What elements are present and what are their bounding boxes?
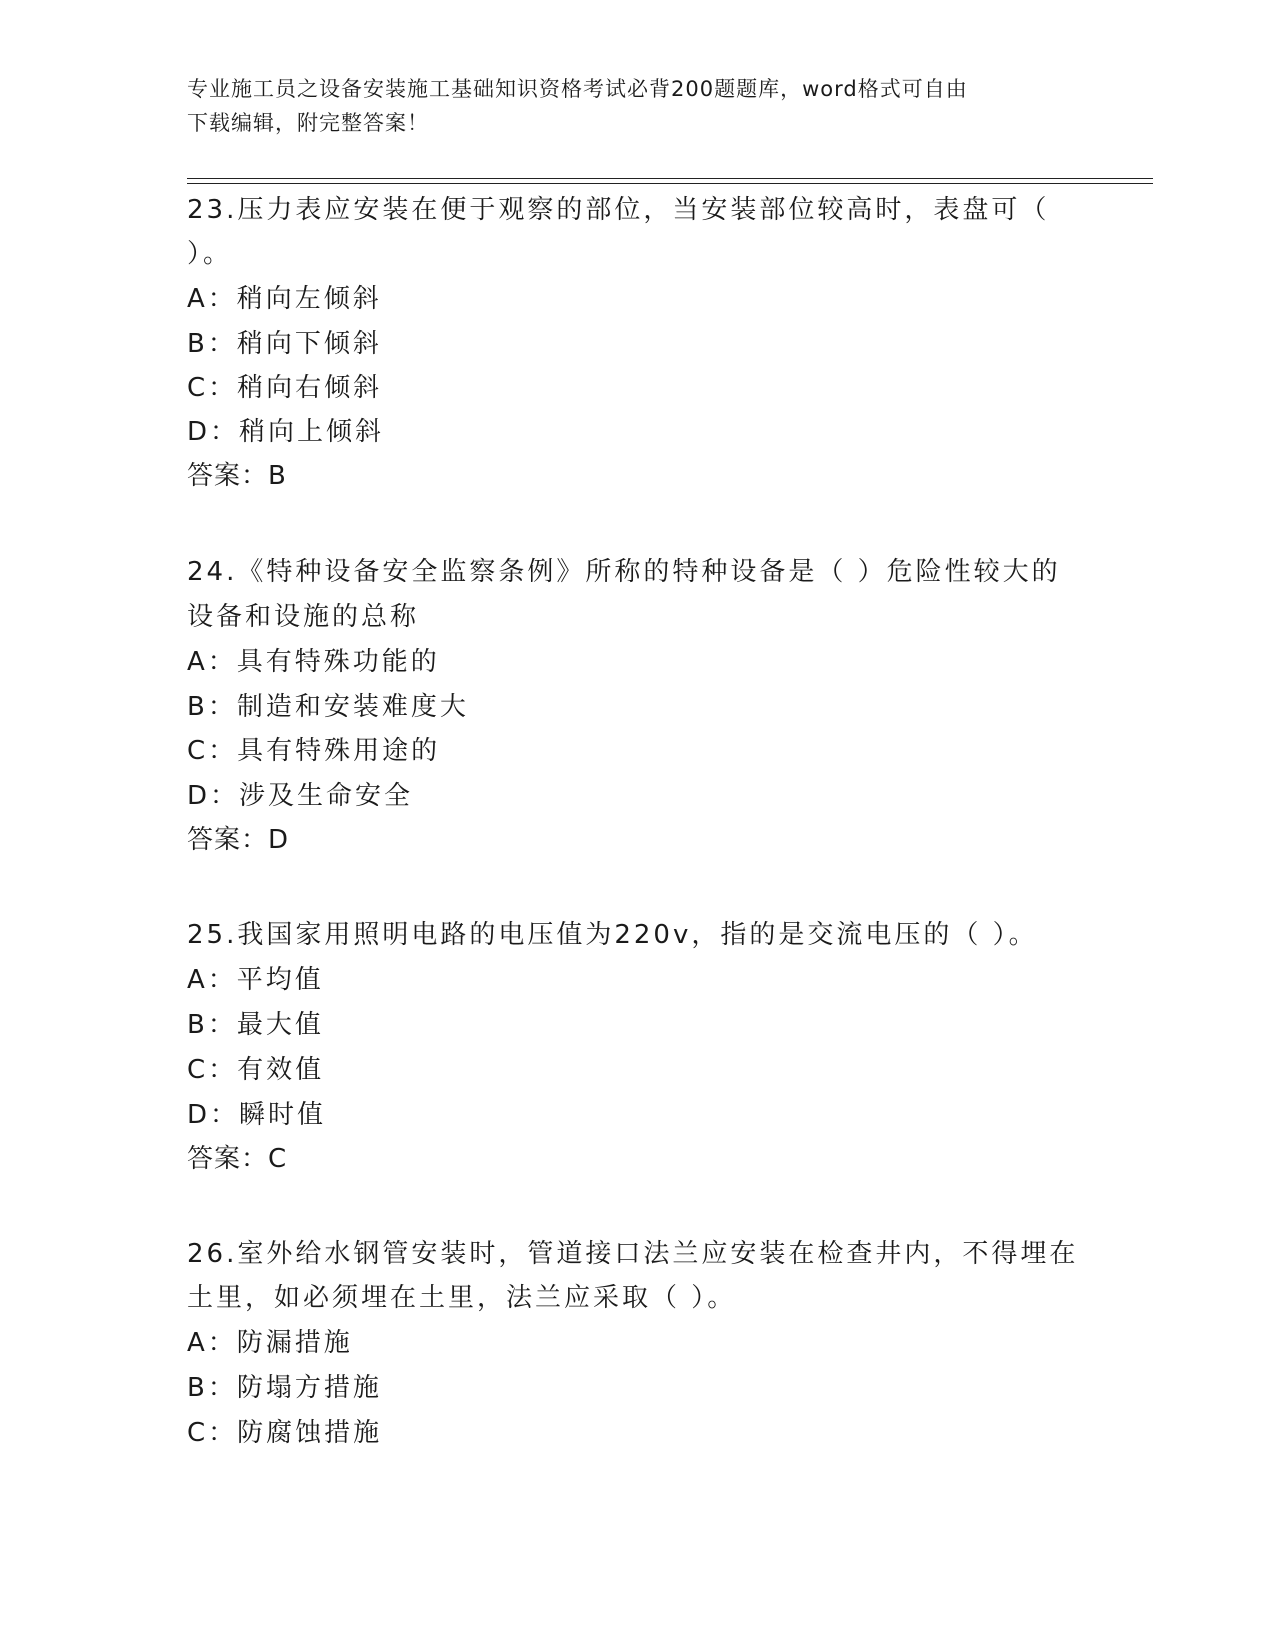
option-d: D：涉及生命安全 xyxy=(187,781,414,811)
header-divider-top xyxy=(187,178,1153,179)
question-stem-line: 23.压力表应安装在便于观察的部位，当安装部位较高时，表盘可（ xyxy=(187,195,1050,225)
document-header xyxy=(187,72,1067,140)
answer-line: 答案：C xyxy=(187,1144,288,1174)
option-b: B：稍向下倾斜 xyxy=(187,329,382,359)
question-stem-line: 24.《特种设备安全监察条例》所称的特种设备是（ ）危险性较大的 xyxy=(187,557,1061,587)
option-b: B：制造和安装难度大 xyxy=(187,692,469,722)
option-a: A：平均值 xyxy=(187,965,324,995)
option-d: D：瞬时值 xyxy=(187,1100,327,1130)
option-c: C：具有特殊用途的 xyxy=(187,736,441,766)
option-b: B：防塌方措施 xyxy=(187,1373,382,1403)
option-a: A：防漏措施 xyxy=(187,1328,353,1358)
question-stem-line: 土里，如必须埋在土里，法兰应采取（ ）。 xyxy=(187,1283,737,1313)
header-line-1: 专业施工员之设备安装施工基础知识资格考试必背200题题库，word格式可自由 xyxy=(187,77,968,101)
option-c: C：防腐蚀措施 xyxy=(187,1418,383,1448)
option-c: C：稍向右倾斜 xyxy=(187,373,383,403)
header-line-2: 下载编辑，附完整答案！ xyxy=(187,111,429,135)
answer-line: 答案：D xyxy=(187,825,290,855)
question-stem-line: 设备和设施的总称 xyxy=(187,602,420,632)
option-d: D：稍向上倾斜 xyxy=(187,417,385,447)
option-b: B：最大值 xyxy=(187,1010,324,1040)
question-stem-line: ）。 xyxy=(187,239,233,269)
question-stem-line: 26.室外给水钢管安装时，管道接口法兰应安装在检查井内，不得埋在 xyxy=(187,1239,1079,1269)
answer-line: 答案：B xyxy=(187,461,287,491)
option-a: A：稍向左倾斜 xyxy=(187,284,382,314)
option-a: A：具有特殊功能的 xyxy=(187,647,440,677)
question-stem-line: 25.我国家用照明电路的电压值为220v，指的是交流电压的（ ）。 xyxy=(187,920,1038,950)
option-c: C：有效值 xyxy=(187,1055,325,1085)
header-divider-bottom xyxy=(187,183,1153,184)
